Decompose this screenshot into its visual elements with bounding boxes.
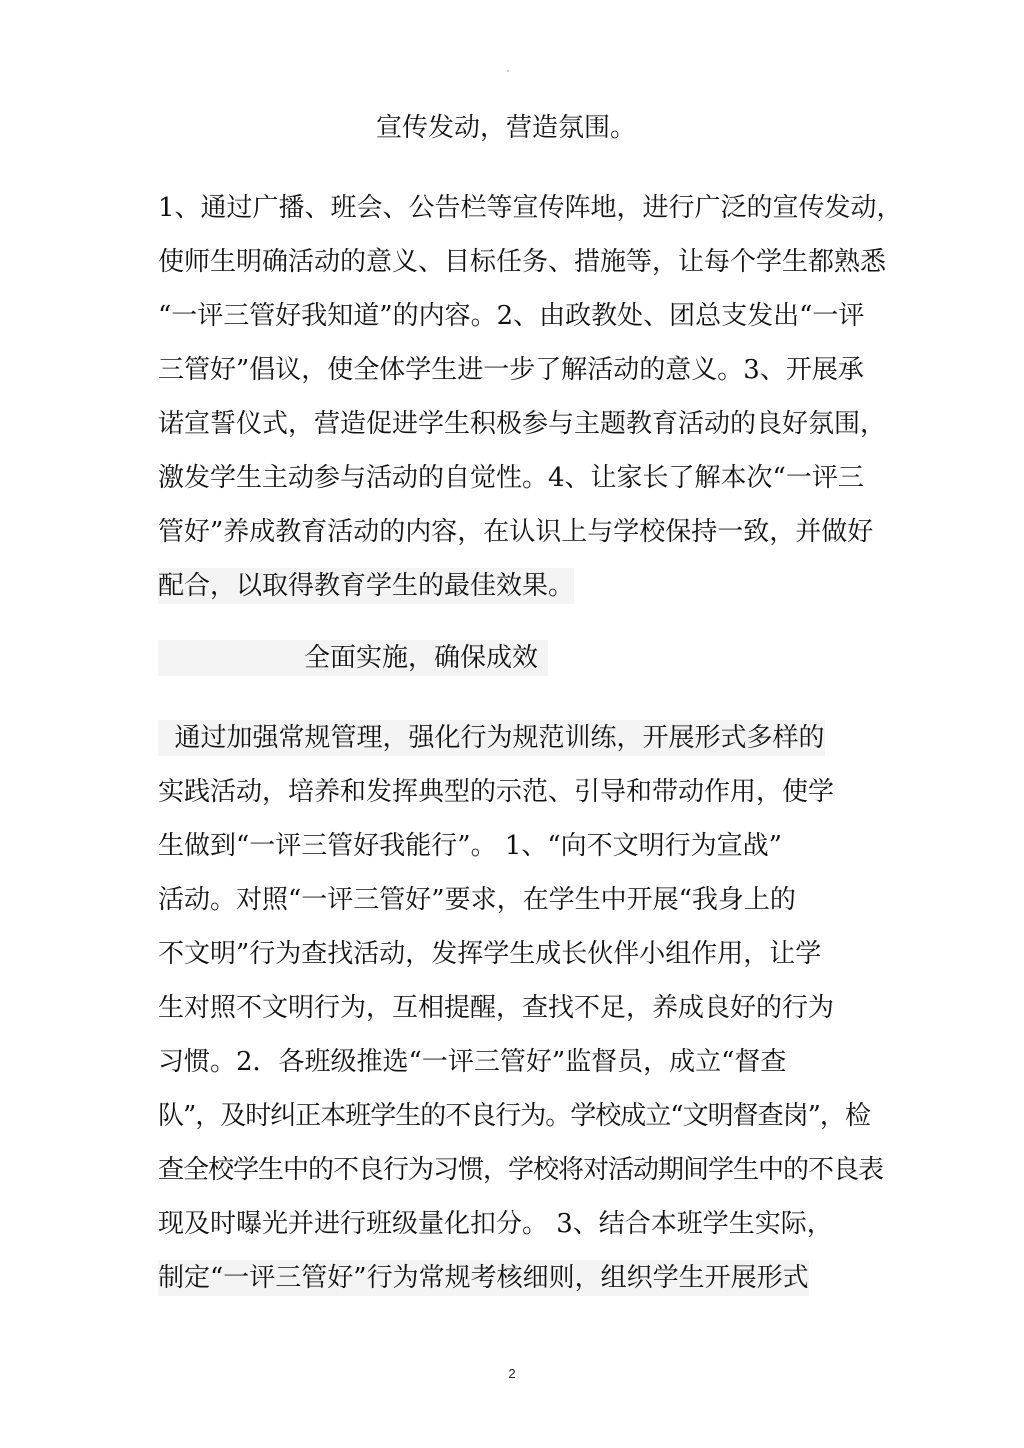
decorative-dot — [507, 70, 509, 72]
paragraph-line: 不文明”行为查找活动，发挥学生成长伙伴小组作用，让学 — [158, 939, 822, 969]
paragraph-line: 激发学生主动参与活动的自觉性。4、让家长了解本次“一评三 — [158, 463, 864, 493]
paragraph-line: 查全校学生中的不良行为习惯，学校将对活动期间学生中的不良表 — [158, 1155, 884, 1185]
paragraph-line: 实践活动，培养和发挥典型的示范、引导和带动作用，使学 — [158, 777, 835, 807]
paragraph-line: 习惯。2．各班级推选“一评三管好”监督员，成立“督查 — [158, 1047, 787, 1077]
section-heading-implementation: 全面实施，确保成效 — [158, 640, 548, 676]
page-number: 2 — [508, 1366, 516, 1381]
section-heading-publicity: 宣传发动，营造氛围。 — [376, 113, 637, 143]
paragraph-line: 三管好”倡议，使全体学生进一步了解活动的意义。3、开展承 — [158, 355, 864, 385]
paragraph-line: 通过加强常规管理，强化行为规范训练，开展形式多样的 — [158, 720, 825, 756]
paragraph-line: “一评三管好我知道”的内容。2、由政教处、团总支发出“一评 — [158, 301, 865, 331]
paragraph-line: 现及时曝光并进行班级量化扣分。 3、结合本班学生实际， — [158, 1209, 833, 1239]
paragraph-line: 队”，及时纠正本班学生的不良行为。学校成立“文明督查岗”，检 — [158, 1101, 870, 1131]
paragraph-line: 生做到“一评三管好我能行”。 1、“向不文明行为宣战” — [158, 831, 782, 861]
paragraph-line: 诺宣誓仪式，营造促进学生积极参与主题教育活动的良好氛围， — [158, 409, 887, 439]
paragraph-line: 1、通过广播、班会、公告栏等宣传阵地，进行广泛的宣传发动， — [158, 193, 903, 223]
paragraph-line: 使师生明确活动的意义、目标任务、措施等，让每个学生都熟悉 — [158, 247, 887, 277]
paragraph-line: 制定“一评三管好”行为常规考核细则，组织学生开展形式 — [158, 1260, 809, 1296]
paragraph-line: 活动。对照“一评三管好”要求，在学生中开展“我身上的 — [158, 885, 796, 915]
paragraph-line: 配合，以取得教育学生的最佳效果。 — [158, 568, 574, 604]
paragraph-line: 管好”养成教育活动的内容，在认识上与学校保持一致，并做好 — [158, 517, 874, 547]
paragraph-line: 生对照不文明行为，互相提醒，查找不足，养成良好的行为 — [158, 993, 835, 1023]
